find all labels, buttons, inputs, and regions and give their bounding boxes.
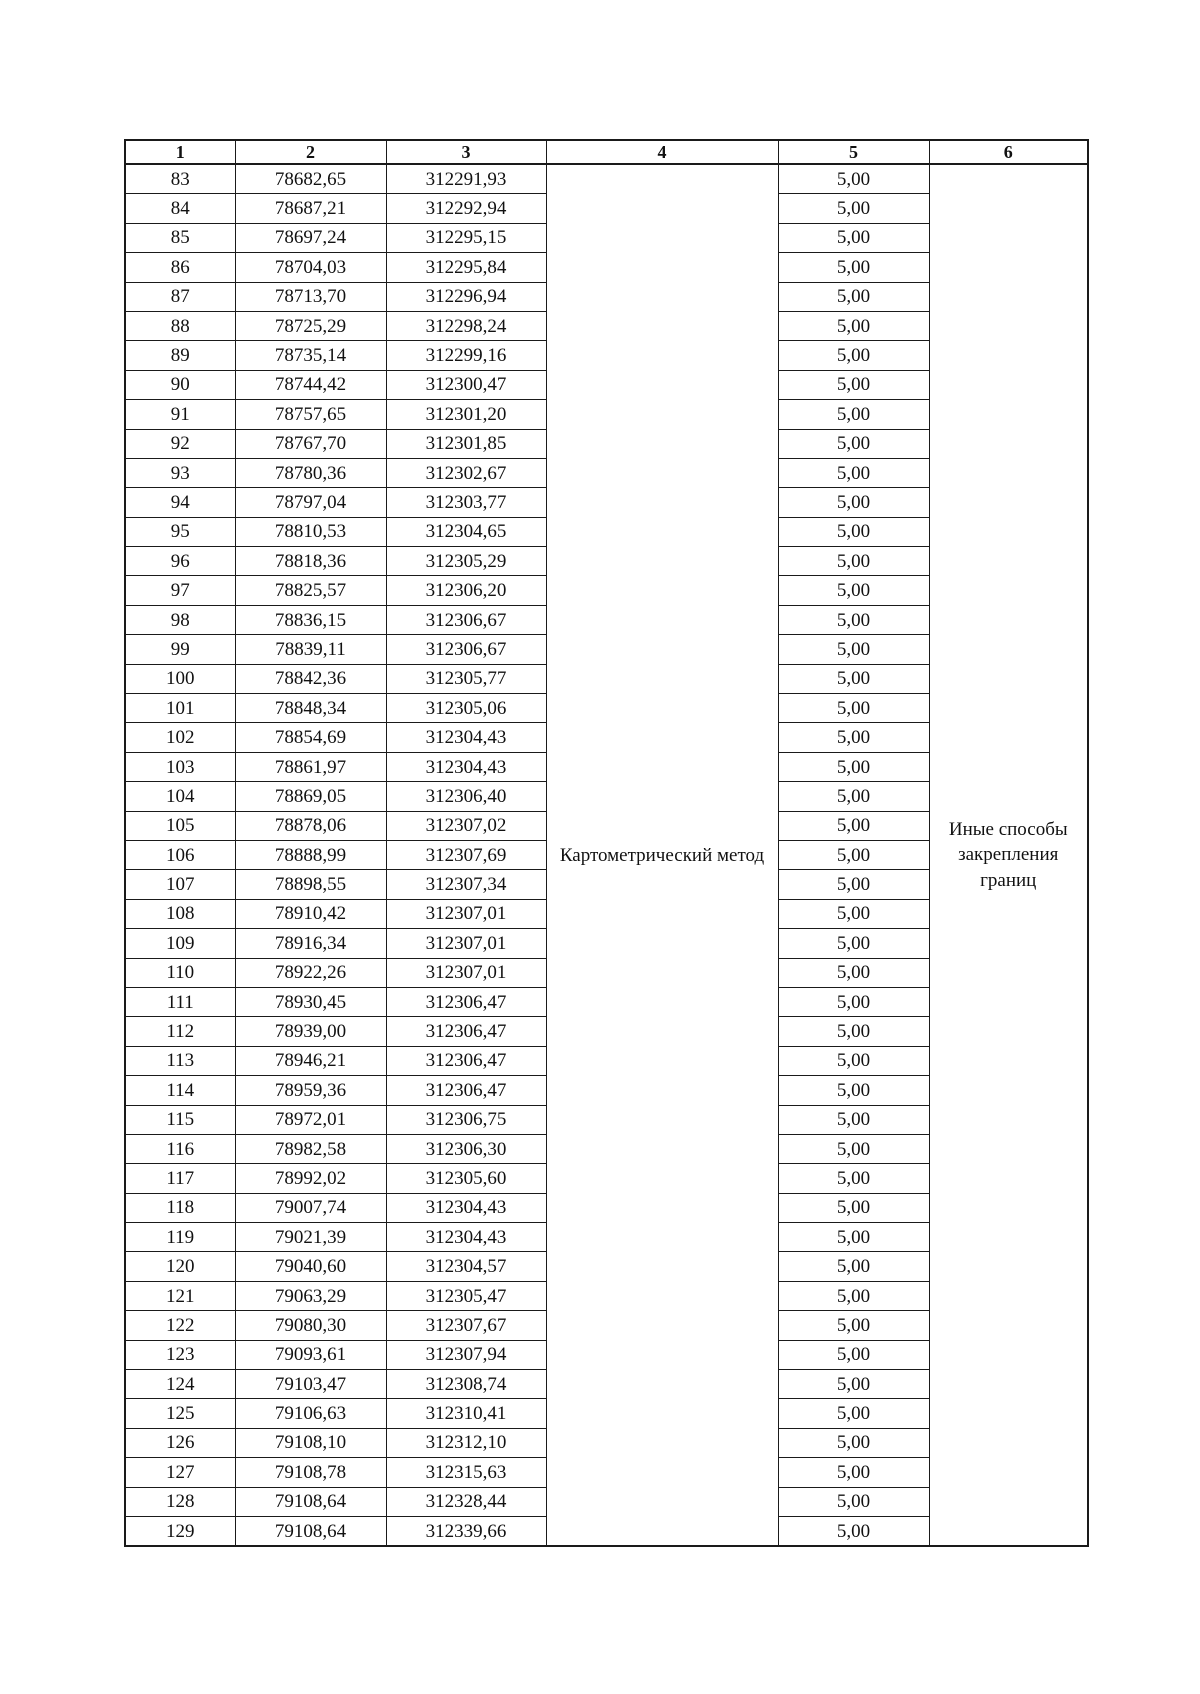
coord-x-cell: 78861,97 [235, 752, 386, 781]
coord-x-cell: 79021,39 [235, 1223, 386, 1252]
coord-x-cell: 78916,34 [235, 929, 386, 958]
precision-cell: 5,00 [778, 1281, 929, 1310]
coord-y-cell: 312308,74 [386, 1370, 546, 1399]
coord-y-cell: 312306,47 [386, 987, 546, 1016]
precision-cell: 5,00 [778, 1458, 929, 1487]
precision-cell: 5,00 [778, 1046, 929, 1075]
coord-x-cell: 78842,36 [235, 664, 386, 693]
precision-cell: 5,00 [778, 282, 929, 311]
coord-y-cell: 312295,15 [386, 223, 546, 252]
coord-y-cell: 312307,01 [386, 899, 546, 928]
precision-cell: 5,00 [778, 1516, 929, 1546]
precision-cell: 5,00 [778, 723, 929, 752]
coord-y-cell: 312306,47 [386, 1046, 546, 1075]
coord-x-cell: 78713,70 [235, 282, 386, 311]
precision-cell: 5,00 [778, 1105, 929, 1134]
header-col-5: 5 [778, 140, 929, 164]
point-number-cell: 100 [125, 664, 235, 693]
coord-y-cell: 312307,94 [386, 1340, 546, 1369]
coord-x-cell: 78922,26 [235, 958, 386, 987]
coord-x-cell: 78972,01 [235, 1105, 386, 1134]
point-number-cell: 94 [125, 488, 235, 517]
method-text: Картометрический метод [559, 844, 765, 866]
coord-x-cell: 78878,06 [235, 811, 386, 840]
precision-cell: 5,00 [778, 1487, 929, 1516]
point-number-cell: 99 [125, 635, 235, 664]
coord-y-cell: 312298,24 [386, 311, 546, 340]
precision-cell: 5,00 [778, 488, 929, 517]
precision-cell: 5,00 [778, 1252, 929, 1281]
coord-x-cell: 78839,11 [235, 635, 386, 664]
point-number-cell: 124 [125, 1370, 235, 1399]
coord-y-cell: 312301,20 [386, 400, 546, 429]
point-number-cell: 108 [125, 899, 235, 928]
point-number-cell: 93 [125, 458, 235, 487]
coord-y-cell: 312306,67 [386, 635, 546, 664]
coord-y-cell: 312300,47 [386, 370, 546, 399]
method-cell [546, 164, 778, 1546]
coord-x-cell: 78725,29 [235, 311, 386, 340]
coord-y-cell: 312305,60 [386, 1164, 546, 1193]
point-number-cell: 106 [125, 840, 235, 869]
point-number-cell: 120 [125, 1252, 235, 1281]
precision-cell: 5,00 [778, 1428, 929, 1457]
coord-x-cell: 78869,05 [235, 782, 386, 811]
header-col-4: 4 [546, 140, 778, 164]
point-number-cell: 105 [125, 811, 235, 840]
coord-y-cell: 312306,30 [386, 1134, 546, 1163]
coord-x-cell: 78704,03 [235, 253, 386, 282]
fixing-method-text: Иные способы закрепления границ [948, 818, 1068, 891]
coord-y-cell: 312305,47 [386, 1281, 546, 1310]
coord-x-cell: 78818,36 [235, 547, 386, 576]
coord-x-cell: 79007,74 [235, 1193, 386, 1222]
precision-cell: 5,00 [778, 840, 929, 869]
coord-y-cell: 312304,43 [386, 752, 546, 781]
coord-y-cell: 312306,20 [386, 576, 546, 605]
precision-cell: 5,00 [778, 1193, 929, 1222]
precision-cell: 5,00 [778, 1017, 929, 1046]
precision-cell: 5,00 [778, 1340, 929, 1369]
point-number-cell: 111 [125, 987, 235, 1016]
table-body [125, 164, 1088, 1546]
point-number-cell: 90 [125, 370, 235, 399]
coord-x-cell: 79106,63 [235, 1399, 386, 1428]
point-number-cell: 122 [125, 1311, 235, 1340]
point-number-cell: 91 [125, 400, 235, 429]
coord-x-cell: 78810,53 [235, 517, 386, 546]
precision-cell: 5,00 [778, 1164, 929, 1193]
coord-y-cell: 312305,77 [386, 664, 546, 693]
precision-cell: 5,00 [778, 752, 929, 781]
coord-x-cell: 78939,00 [235, 1017, 386, 1046]
coord-x-cell: 78836,15 [235, 605, 386, 634]
precision-cell: 5,00 [778, 1134, 929, 1163]
precision-cell: 5,00 [778, 694, 929, 723]
coord-x-cell: 78959,36 [235, 1076, 386, 1105]
point-number-cell: 92 [125, 429, 235, 458]
coord-x-cell: 79093,61 [235, 1340, 386, 1369]
coord-y-cell: 312307,34 [386, 870, 546, 899]
point-number-cell: 119 [125, 1223, 235, 1252]
point-number-cell: 85 [125, 223, 235, 252]
point-number-cell: 103 [125, 752, 235, 781]
coord-x-cell: 78697,24 [235, 223, 386, 252]
point-number-cell: 118 [125, 1193, 235, 1222]
point-number-cell: 97 [125, 576, 235, 605]
coord-x-cell: 78687,21 [235, 194, 386, 223]
precision-cell: 5,00 [778, 341, 929, 370]
coord-y-cell: 312306,47 [386, 1017, 546, 1046]
coord-x-cell: 79108,10 [235, 1428, 386, 1457]
point-number-cell: 113 [125, 1046, 235, 1075]
precision-cell: 5,00 [778, 1370, 929, 1399]
coord-y-cell: 312296,94 [386, 282, 546, 311]
coord-y-cell: 312299,16 [386, 341, 546, 370]
coord-x-cell: 78825,57 [235, 576, 386, 605]
coord-y-cell: 312305,29 [386, 547, 546, 576]
coord-x-cell: 78767,70 [235, 429, 386, 458]
point-number-cell: 129 [125, 1516, 235, 1546]
coord-x-cell: 79108,64 [235, 1487, 386, 1516]
coord-x-cell: 78946,21 [235, 1046, 386, 1075]
coord-y-cell: 312306,40 [386, 782, 546, 811]
precision-cell: 5,00 [778, 164, 929, 194]
precision-cell: 5,00 [778, 929, 929, 958]
coord-x-cell: 79080,30 [235, 1311, 386, 1340]
coord-x-cell: 78910,42 [235, 899, 386, 928]
precision-cell: 5,00 [778, 517, 929, 546]
precision-cell: 5,00 [778, 311, 929, 340]
precision-cell: 5,00 [778, 987, 929, 1016]
precision-cell: 5,00 [778, 429, 929, 458]
header-col-3: 3 [386, 140, 546, 164]
coord-y-cell: 312307,69 [386, 840, 546, 869]
coord-x-cell: 78854,69 [235, 723, 386, 752]
coord-y-cell: 312292,94 [386, 194, 546, 223]
precision-cell: 5,00 [778, 635, 929, 664]
precision-cell: 5,00 [778, 664, 929, 693]
coord-y-cell: 312315,63 [386, 1458, 546, 1487]
coord-x-cell: 79063,29 [235, 1281, 386, 1310]
coord-y-cell: 312306,75 [386, 1105, 546, 1134]
precision-cell: 5,00 [778, 458, 929, 487]
coord-y-cell: 312304,57 [386, 1252, 546, 1281]
precision-cell: 5,00 [778, 1311, 929, 1340]
coord-y-cell: 312303,77 [386, 488, 546, 517]
coord-x-cell: 78682,65 [235, 164, 386, 194]
point-number-cell: 104 [125, 782, 235, 811]
fixing-method-cell [929, 164, 1088, 1546]
precision-cell: 5,00 [778, 1076, 929, 1105]
coord-y-cell: 312304,43 [386, 1193, 546, 1222]
coord-y-cell: 312291,93 [386, 164, 546, 194]
coord-x-cell: 78888,99 [235, 840, 386, 869]
precision-cell: 5,00 [778, 370, 929, 399]
point-number-cell: 89 [125, 341, 235, 370]
point-number-cell: 86 [125, 253, 235, 282]
precision-cell: 5,00 [778, 400, 929, 429]
coord-y-cell: 312305,06 [386, 694, 546, 723]
coord-x-cell: 78992,02 [235, 1164, 386, 1193]
coord-y-cell: 312310,41 [386, 1399, 546, 1428]
point-number-cell: 98 [125, 605, 235, 634]
point-number-cell: 115 [125, 1105, 235, 1134]
precision-cell: 5,00 [778, 223, 929, 252]
point-number-cell: 125 [125, 1399, 235, 1428]
coord-y-cell: 312307,02 [386, 811, 546, 840]
precision-cell: 5,00 [778, 782, 929, 811]
precision-cell: 5,00 [778, 547, 929, 576]
point-number-cell: 114 [125, 1076, 235, 1105]
point-number-cell: 95 [125, 517, 235, 546]
point-number-cell: 96 [125, 547, 235, 576]
header-row [125, 140, 1088, 164]
boundary-points-table [124, 139, 1089, 1547]
precision-cell: 5,00 [778, 194, 929, 223]
table-row [125, 164, 1088, 194]
point-number-cell: 117 [125, 1164, 235, 1193]
precision-cell: 5,00 [778, 958, 929, 987]
point-number-cell: 127 [125, 1458, 235, 1487]
table-header [125, 140, 1088, 164]
coord-x-cell: 78848,34 [235, 694, 386, 723]
coord-x-cell: 78898,55 [235, 870, 386, 899]
coord-y-cell: 312304,43 [386, 1223, 546, 1252]
coord-x-cell: 78757,65 [235, 400, 386, 429]
coord-y-cell: 312307,67 [386, 1311, 546, 1340]
precision-cell: 5,00 [778, 253, 929, 282]
point-number-cell: 123 [125, 1340, 235, 1369]
precision-cell: 5,00 [778, 870, 929, 899]
coord-x-cell: 78797,04 [235, 488, 386, 517]
precision-cell: 5,00 [778, 811, 929, 840]
coord-y-cell: 312312,10 [386, 1428, 546, 1457]
point-number-cell: 112 [125, 1017, 235, 1046]
coord-y-cell: 312304,43 [386, 723, 546, 752]
coord-x-cell: 78744,42 [235, 370, 386, 399]
point-number-cell: 126 [125, 1428, 235, 1457]
coord-y-cell: 312302,67 [386, 458, 546, 487]
precision-cell: 5,00 [778, 605, 929, 634]
coord-y-cell: 312295,84 [386, 253, 546, 282]
header-col-6: 6 [929, 140, 1088, 164]
point-number-cell: 128 [125, 1487, 235, 1516]
point-number-cell: 110 [125, 958, 235, 987]
precision-cell: 5,00 [778, 576, 929, 605]
precision-cell: 5,00 [778, 1399, 929, 1428]
coord-x-cell: 78930,45 [235, 987, 386, 1016]
coord-x-cell: 79103,47 [235, 1370, 386, 1399]
coord-y-cell: 312328,44 [386, 1487, 546, 1516]
point-number-cell: 107 [125, 870, 235, 899]
point-number-cell: 102 [125, 723, 235, 752]
coord-y-cell: 312301,85 [386, 429, 546, 458]
coord-x-cell: 78982,58 [235, 1134, 386, 1163]
coord-x-cell: 79108,64 [235, 1516, 386, 1546]
coord-y-cell: 312306,67 [386, 605, 546, 634]
point-number-cell: 88 [125, 311, 235, 340]
coord-y-cell: 312304,65 [386, 517, 546, 546]
point-number-cell: 87 [125, 282, 235, 311]
header-col-1: 1 [125, 140, 235, 164]
precision-cell: 5,00 [778, 1223, 929, 1252]
point-number-cell: 84 [125, 194, 235, 223]
coord-x-cell: 79040,60 [235, 1252, 386, 1281]
precision-cell: 5,00 [778, 899, 929, 928]
point-number-cell: 121 [125, 1281, 235, 1310]
coord-y-cell: 312306,47 [386, 1076, 546, 1105]
point-number-cell: 101 [125, 694, 235, 723]
point-number-cell: 109 [125, 929, 235, 958]
coord-y-cell: 312307,01 [386, 958, 546, 987]
coord-y-cell: 312307,01 [386, 929, 546, 958]
point-number-cell: 116 [125, 1134, 235, 1163]
coord-x-cell: 78735,14 [235, 341, 386, 370]
point-number-cell: 83 [125, 164, 235, 194]
coord-x-cell: 78780,36 [235, 458, 386, 487]
coord-x-cell: 79108,78 [235, 1458, 386, 1487]
coord-y-cell: 312339,66 [386, 1516, 546, 1546]
header-col-2: 2 [235, 140, 386, 164]
